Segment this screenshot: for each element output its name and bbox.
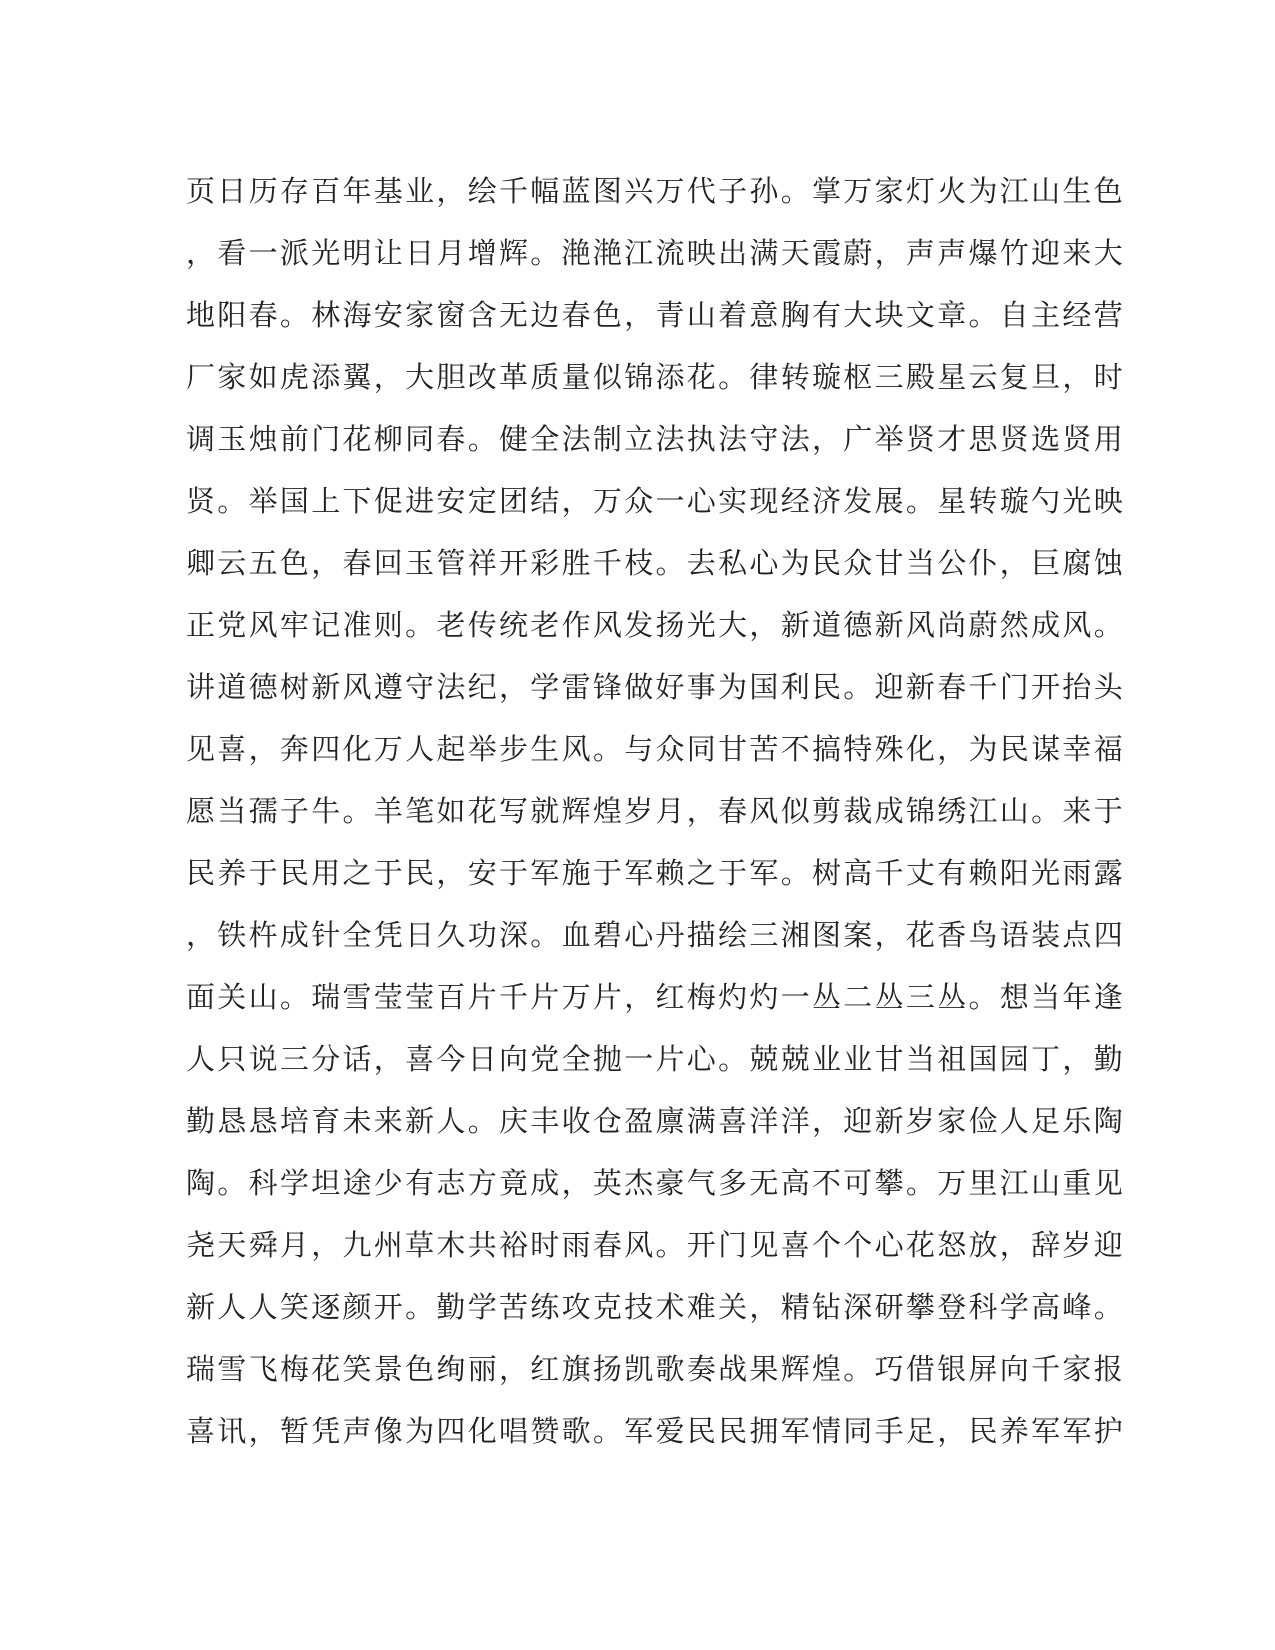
text-line: 人只说三分话，喜今日向党全抛一片心。兢兢业业甘当祖国园丁，勤 [186,1042,1126,1076]
text-line: 民养于民用之于民，安于军施于军赖之于军。树高千丈有赖阳光雨露 [186,856,1126,890]
body-text [186,160,1126,1462]
text-line: 讲道德树新风遵守法纪，学雷锋做好事为国利民。迎新春千门开抬头 [186,670,1126,704]
text-line: 勤恳恳培育未来新人。庆丰收仓盈廪满喜洋洋，迎新岁家俭人足乐陶 [186,1104,1126,1138]
text-line: 贤。举国上下促进安定团结，万众一心实现经济发展。星转璇勺光映 [186,484,1126,518]
text-line: 厂家如虎添翼，大胆改革质量似锦添花。律转璇枢三殿星云复旦，时 [186,360,1126,394]
text-line: 调玉烛前门花柳同春。健全法制立法执法守法，广举贤才思贤选贤用 [186,422,1126,456]
text-line: 页日历存百年基业，绘千幅蓝图兴万代子孙。掌万家灯火为江山生色 [186,174,1126,208]
text-line: 面关山。瑞雪莹莹百片千片万片，红梅灼灼一丛二丛三丛。想当年逢 [186,980,1126,1014]
text-line: 地阳春。林海安家窗含无边春色，青山着意胸有大块文章。自主经营 [186,298,1126,332]
text-line: 正党风牢记准则。老传统老作风发扬光大，新道德新风尚蔚然成风。 [186,608,1126,642]
text-line: ，看一派光明让日月增辉。滟滟江流映出满天霞蔚，声声爆竹迎来大 [186,236,1126,270]
text-line: ，铁杵成针全凭日久功深。血碧心丹描绘三湘图案，花香鸟语装点四 [186,918,1126,952]
text-line: 愿当孺子牛。羊笔如花写就辉煌岁月，春风似剪裁成锦绣江山。来于 [186,794,1126,828]
text-line: 喜讯，暂凭声像为四化唱赞歌。军爱民民拥军情同手足，民养军军护 [186,1414,1126,1448]
text-line: 尧天舜月，九州草木共裕时雨春风。开门见喜个个心花怒放，辞岁迎 [186,1228,1126,1262]
text-line: 新人人笑逐颜开。勤学苦练攻克技术难关，精钻深研攀登科学高峰。 [186,1290,1126,1324]
text-line: 卿云五色，春回玉管祥开彩胜千枝。去私心为民众甘当公仆，巨腐蚀 [186,546,1126,580]
text-line: 陶。科学坦途少有志方竟成，英杰豪气多无高不可攀。万里江山重见 [186,1166,1126,1200]
text-line: 瑞雪飞梅花笑景色绚丽，红旗扬凯歌奏战果辉煌。巧借银屏向千家报 [186,1352,1126,1386]
text-line: 见喜，奔四化万人起举步生风。与众同甘苦不搞特殊化，为民谋幸福 [186,732,1126,766]
